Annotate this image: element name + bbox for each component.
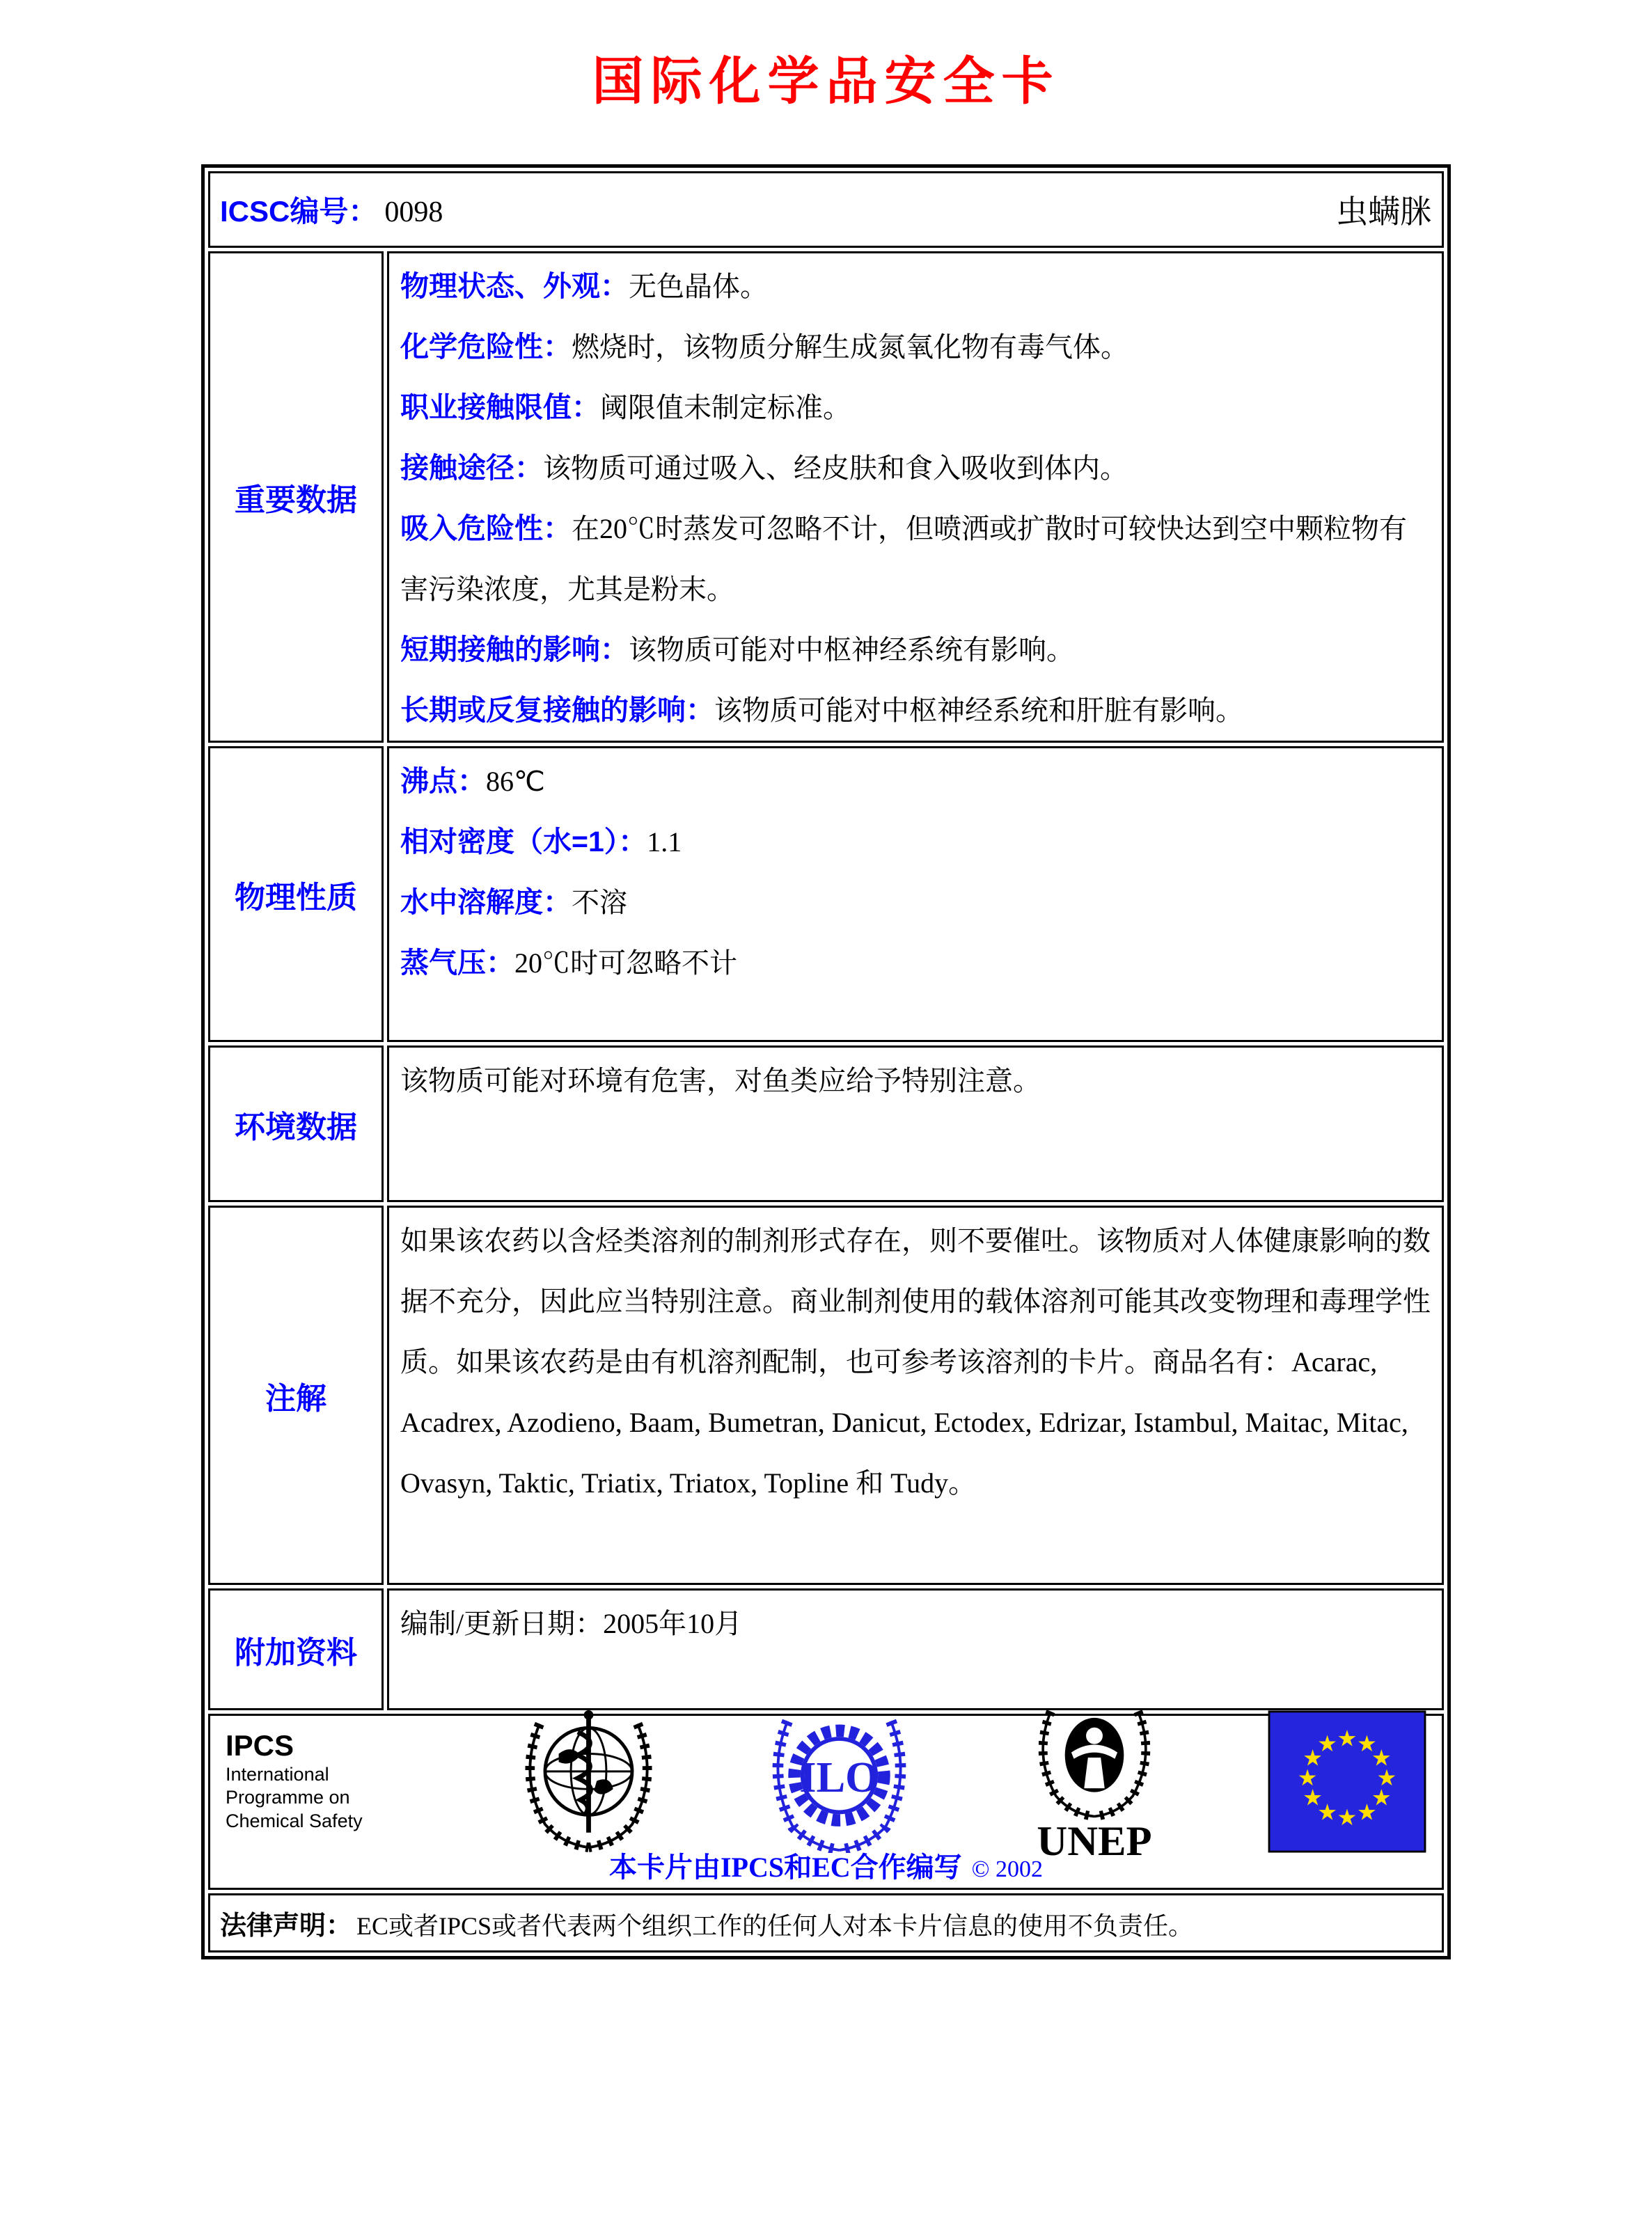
ipcs-subtitle-line1: International	[226, 1763, 329, 1785]
legal-text: EC或者IPCS或者代表两个组织工作的任何人对本卡片信息的使用不负责任。	[356, 1912, 1194, 1940]
svg-text:★: ★	[1357, 1730, 1377, 1757]
footer-caption	[226, 1845, 1426, 1885]
field-value: 86℃	[486, 766, 545, 797]
field-value: 该物质可通过吸入、经皮肤和食入吸收到体内。	[543, 452, 1128, 484]
field-label: 水中溶解度：	[400, 886, 572, 918]
field-row	[400, 872, 1431, 933]
field-label: 短期接触的影响：	[400, 633, 629, 665]
icsc-number-value: 0098	[384, 196, 443, 228]
field-label: 编制/更新日期：	[400, 1608, 604, 1639]
section-label-additional-info: 附加资料	[208, 1588, 384, 1710]
field-label: 职业接触限值：	[400, 391, 600, 423]
section-content-physical-properties	[387, 746, 1444, 1042]
field-value: 该物质可能对中枢神经系统和肝脏有影响。	[714, 695, 1243, 726]
chemical-name: 虫螨脒	[1336, 194, 1432, 230]
section-label-important-data: 重要数据	[208, 251, 384, 743]
icsc-number-label: ICSC编号：	[220, 195, 378, 228]
safety-card-table	[201, 164, 1451, 1959]
header-row	[208, 171, 1444, 248]
svg-text:★: ★	[1371, 1744, 1392, 1772]
field-label: 接触途径：	[400, 452, 543, 484]
page-title: 国际化学品安全卡	[592, 54, 1060, 111]
ipcs-subtitle-line3: Chemical Safety	[226, 1810, 363, 1832]
section-content-notes	[387, 1206, 1444, 1585]
field-label: 吸入危险性：	[400, 512, 572, 544]
field-row	[400, 812, 1431, 872]
field-row	[400, 377, 1431, 438]
notes-text: 如果该农药以含烃类溶剂的制剂形式存在，则不要催吐。该物质对人体健康影响的数据不充分，因此应当特别注意。商业制剂使用的载体溶剂可能其改变物理和毒理学性质。如果该农药是由有机溶剂配制，也可参考该溶剂的卡片。商品名有：Acarac, Acadrex, Azodieno, Baam, Bumetran, Danicut, Ectodex, Edrizar, Istambul, Maitac, Mitac, Ovasyn, Taktic, Triatix, Triatox, Topline 和 Tudy。	[400, 1225, 1431, 1499]
ipcs-acronym: IPCS	[226, 1729, 294, 1762]
field-row	[400, 620, 1431, 680]
unep-logo-icon	[1007, 1701, 1181, 1861]
ilo-logo-icon	[757, 1710, 921, 1853]
field-value: 1.1	[647, 826, 682, 858]
icsc-number-group	[220, 189, 443, 230]
svg-text:★: ★	[1376, 1764, 1397, 1791]
ipcs-text-block	[226, 1729, 420, 1833]
svg-text:★: ★	[1317, 1799, 1337, 1826]
field-label: 相对密度（水=1）：	[400, 826, 647, 858]
field-value: 不溶	[572, 887, 627, 918]
svg-text:★: ★	[1303, 1784, 1323, 1811]
section-content-additional-info	[387, 1588, 1444, 1710]
unep-logo-text: UNEP	[1037, 1817, 1152, 1861]
footer-caption-text: 本卡片由IPCS和EC合作编写	[608, 1852, 962, 1883]
field-label: 物理状态、外观：	[400, 270, 629, 302]
field-row	[400, 317, 1431, 377]
field-row	[400, 751, 1431, 812]
svg-text:★: ★	[1371, 1784, 1392, 1811]
footer-copyright: © 2002	[971, 1856, 1044, 1882]
footer-logos-row	[208, 1714, 1444, 1890]
who-logo-icon	[507, 1710, 670, 1853]
field-value: 在20℃时蒸发可忽略不计，但喷洒或扩散时可较快达到空中颗粒物有害污染浓度，尤其是粉末。	[400, 513, 1407, 605]
field-value: 燃烧时，该物质分解生成氮氧化物有毒气体。	[572, 331, 1128, 363]
field-row	[400, 256, 1431, 317]
field-row	[400, 438, 1431, 498]
svg-text:★: ★	[1357, 1799, 1377, 1826]
field-value: 无色晶体。	[629, 271, 768, 302]
svg-text:★: ★	[1303, 1744, 1323, 1772]
section-content-important-data	[387, 251, 1444, 743]
field-label: 化学危险性：	[400, 331, 572, 363]
section-label-physical-properties: 物理性质	[208, 746, 384, 1042]
ipcs-subtitle-line2: Programme on	[226, 1787, 350, 1808]
field-row	[400, 933, 1431, 993]
ilo-logo-text: ILO	[799, 1752, 879, 1801]
legal-row	[208, 1893, 1444, 1952]
field-value: 该物质可能对中枢神经系统有影响。	[629, 634, 1074, 665]
field-value: 20℃时可忽略不计	[514, 947, 737, 979]
field-row	[400, 498, 1431, 620]
section-label-notes: 注解	[208, 1206, 384, 1585]
field-value: 2005年10月	[603, 1608, 743, 1639]
eu-flag-icon	[1268, 1710, 1426, 1853]
section-label-environmental-data: 环境数据	[208, 1046, 384, 1202]
field-label: 蒸气压：	[400, 947, 514, 979]
svg-text:★: ★	[1337, 1804, 1358, 1831]
svg-text:★: ★	[1337, 1724, 1358, 1751]
field-row	[400, 1593, 1431, 1654]
svg-text:★: ★	[1317, 1730, 1337, 1757]
field-row	[400, 680, 1431, 741]
legal-label: 法律声明：	[220, 1911, 353, 1941]
section-content-environmental-data	[387, 1046, 1444, 1202]
environmental-text: 该物质可能对环境有危害，对鱼类应给予特别注意。	[400, 1065, 1041, 1096]
field-value: 阈限值未制定标准。	[600, 392, 851, 423]
field-label: 沸点：	[400, 765, 486, 797]
svg-text:★: ★	[1297, 1764, 1318, 1791]
field-label: 长期或反复接触的影响：	[400, 694, 714, 726]
